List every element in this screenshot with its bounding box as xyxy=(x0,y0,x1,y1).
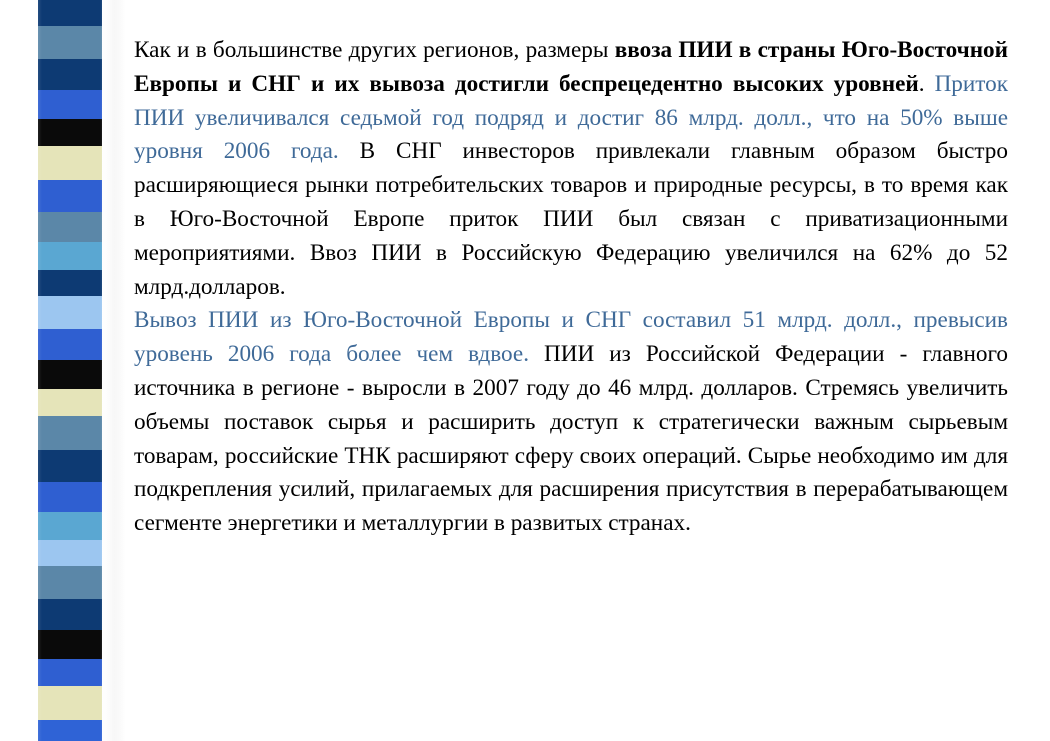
strip-band xyxy=(38,482,102,513)
decorative-striped-border xyxy=(0,0,125,741)
strip-band xyxy=(38,180,102,213)
strip-band xyxy=(38,720,102,741)
strip-band xyxy=(38,90,102,120)
p1-text-rest: В СНГ инвесторов привлекали главным образом быстро расширяющиеся рынки потребительских товаров и природные ресурсы, в то время как в Юго-Восточной Европе приток ПИИ был связан с приватизационными мероприятиями. Ввоз ПИИ в Российскую Федерацию увеличился на 62% до 52 млрд.долларов. xyxy=(134,138,1008,300)
strip-band xyxy=(38,59,102,91)
strip-band xyxy=(38,119,102,147)
paragraph-2 xyxy=(134,304,1008,541)
strip-right-shadow xyxy=(100,0,125,741)
strip-band xyxy=(38,329,102,361)
document-body xyxy=(134,34,1008,541)
p1-text-period: . xyxy=(918,70,935,97)
strip-band xyxy=(38,389,102,417)
paragraph-1 xyxy=(134,34,1008,304)
p1-text-bold: ввоза ПИИ в страны Юго-Восточной Европы и СНГ и их вывоза достигли беспрецедентно высоких уровней xyxy=(134,37,1009,97)
strip-band xyxy=(38,360,102,390)
strip-band xyxy=(38,212,102,243)
strip-band xyxy=(38,296,102,330)
strip-band xyxy=(38,566,102,600)
strip-band xyxy=(38,146,102,181)
strip-band xyxy=(38,686,102,721)
strip-band xyxy=(38,630,102,660)
p2-text-highlight: Вывоз ПИИ из Юго-Восточной Европы и СНГ составил 51 млрд. долл., превысив уровень 2006 года более чем вдвое. xyxy=(134,307,1008,368)
p1-text-highlight: Приток ПИИ увеличивался седьмой год подряд и достиг 86 млрд. долл., что на 50% выше уровня 2006 года. xyxy=(134,70,1008,165)
strip-band xyxy=(38,659,102,687)
strip-bands xyxy=(38,0,102,741)
strip-band xyxy=(38,599,102,631)
strip-band xyxy=(38,242,102,271)
p2-text-rest: ПИИ из Российской Федерации - главного источника в регионе - выросли в 2007 году до 46 млрд. долларов. Стремясь увеличить объемы поставок сырья и расширить доступ к стратегически важным сырьевым товарам, российские ТНК расширяют сферу своих операций. Сырье необходимо им для подкрепления усилий, прилагаемых для расширения присутствия в перерабатывающем сегменте энергетики и металлургии в развитых странах. xyxy=(134,341,1008,537)
strip-band xyxy=(38,540,102,567)
strip-band xyxy=(38,416,102,451)
strip-band xyxy=(38,270,102,297)
strip-band xyxy=(38,450,102,483)
strip-band xyxy=(38,512,102,541)
strip-band xyxy=(38,0,102,27)
strip-left-fade xyxy=(0,0,42,741)
p1-text-intro: Как и в большинстве других регионов, размеры xyxy=(134,37,615,63)
strip-band xyxy=(38,26,102,60)
